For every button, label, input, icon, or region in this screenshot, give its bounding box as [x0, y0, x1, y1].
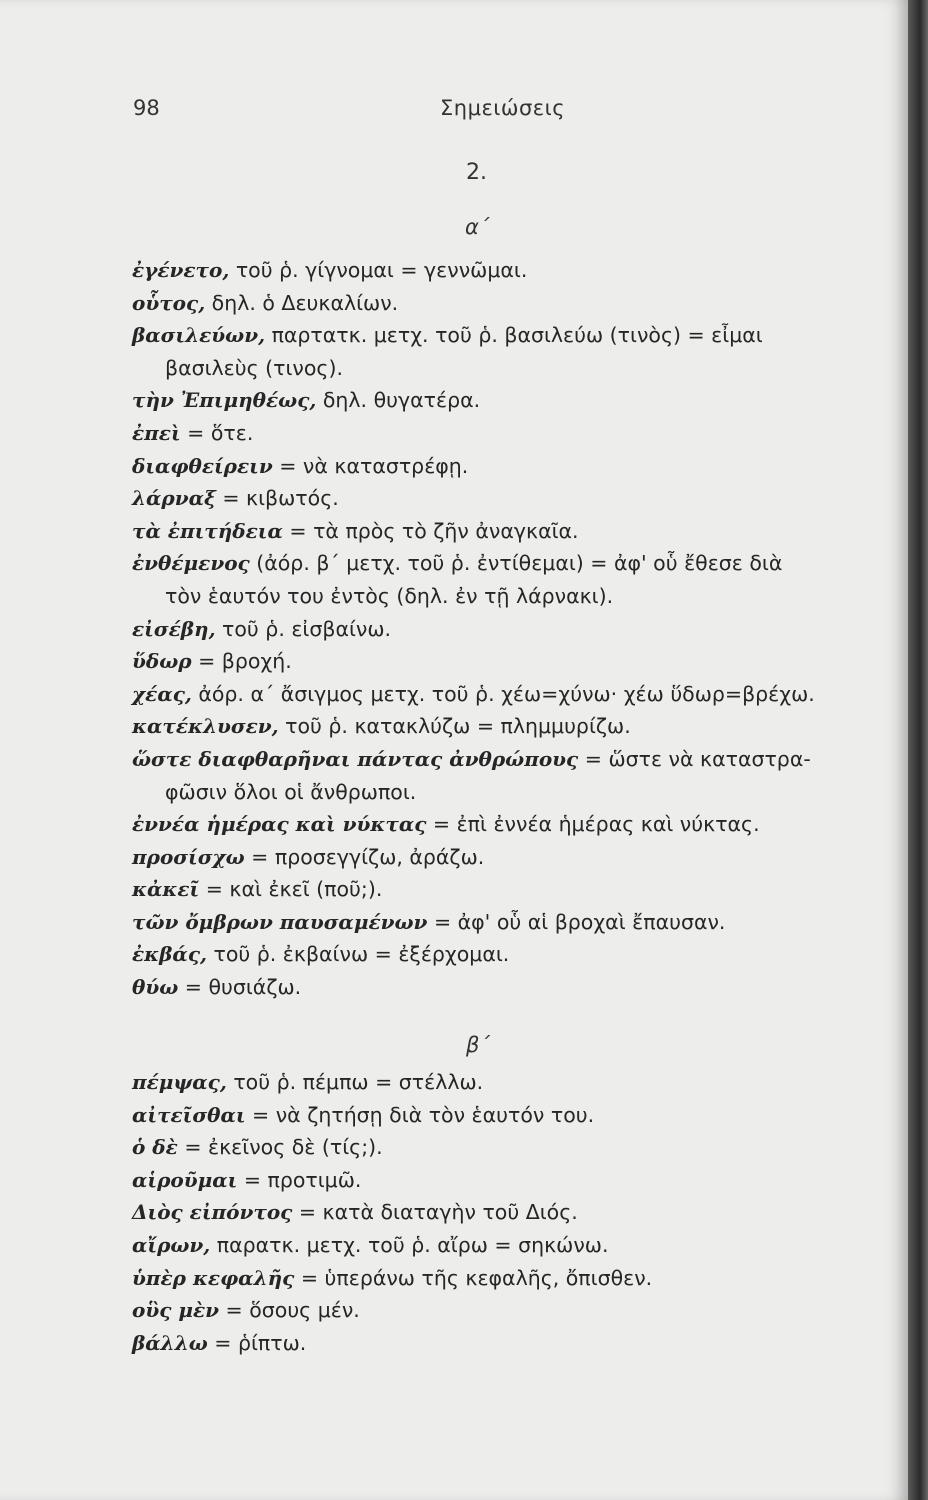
entry-term: τὴν Ἐπιμηθέως,	[132, 388, 317, 413]
glossary-entry	[132, 613, 877, 646]
entry-definition: τοῦ ῥ. ἐκβαίνω = ἐξέρχομαι.	[206, 942, 510, 967]
entry-definition: = ὅτε.	[180, 420, 254, 445]
entry-definition: = θυσιάζω.	[178, 975, 302, 1000]
glossary-entry	[132, 841, 877, 874]
entry-term: χέας,	[132, 681, 192, 706]
entry-definition: = ἐκεῖνος δὲ (τίς;).	[177, 1135, 383, 1160]
glossary-entry	[132, 645, 877, 678]
glossary-entry	[132, 1196, 877, 1229]
entry-definition: = ὥστε νὰ καταστρα-	[578, 746, 811, 771]
entry-definition: παρτατκ. μετχ. τοῦ ῥ. βασιλεύω (τινὸς) = εἶμαι	[265, 323, 763, 348]
entry-definition: = βροχή.	[191, 649, 292, 674]
entry-term: ἐνθέμενος	[132, 551, 250, 576]
entry-term: διαφθείρειν	[132, 453, 273, 478]
entry-definition: τὸν ἑαυτόν του ἐντὸς (δηλ. ἐν τῇ λάρνακι).	[165, 583, 614, 608]
glossary-entry	[132, 710, 877, 743]
entry-definition: = ὑπεράνω τῆς κεφαλῆς, ὄπισθεν.	[294, 1265, 653, 1290]
entry-definition: = καὶ ἐκεῖ (ποῦ;).	[199, 877, 383, 902]
glossary-entry-continuation	[132, 580, 877, 613]
entry-term: τὰ ἐπιτήδεια	[132, 518, 283, 543]
section-number: 2.	[466, 160, 487, 185]
entry-term: ἐγένετο,	[132, 258, 230, 282]
entry-definition: δηλ. ὁ Δευκαλίων.	[205, 290, 399, 315]
entry-definition: φῶσιν ὅλοι οἱ ἄνθρωποι.	[165, 779, 417, 804]
entry-definition: τοῦ ῥ. πέμπω = στέλλω.	[226, 1070, 484, 1094]
entry-definition: = προσεγγίζω, ἀράζω.	[244, 844, 485, 869]
glossary-entry-continuation	[132, 776, 877, 809]
entry-definition: = κιβωτός.	[215, 486, 339, 511]
entry-definition: = ῥίπτω.	[207, 1330, 307, 1355]
entry-term: προσίσχω	[132, 844, 245, 869]
entry-definition: παρατκ. μετχ. τοῦ ῥ. αἴρω = σηκώνω.	[210, 1232, 609, 1257]
entry-definition: τοῦ ῥ. εἰσβαίνω.	[215, 616, 392, 641]
glossary-entry	[132, 1262, 877, 1295]
entry-term: οὗτος,	[132, 290, 206, 315]
entry-term: ἐννέα ἡμέρας καὶ νύκτας	[132, 812, 427, 837]
entry-definition: δηλ. θυγατέρα.	[316, 388, 481, 413]
entry-definition: τοῦ ῥ. κατακλύζω = πλημμυρίζω.	[278, 714, 631, 739]
subsection-beta-heading: β΄	[466, 1033, 490, 1057]
entry-definition: = κατὰ διαταγὴν τοῦ Διός.	[292, 1200, 578, 1225]
entry-term: κατέκλυσεν,	[132, 714, 279, 739]
entry-term: αἱροῦμαι	[132, 1167, 238, 1192]
entry-term: πέμψας,	[132, 1070, 227, 1094]
entry-term: τῶν ὄμβρων παυσαμένων	[132, 909, 428, 934]
glossary-entry	[132, 873, 877, 906]
glossary-entry	[132, 417, 877, 450]
glossary-entry	[132, 808, 877, 841]
entry-term: θύω	[132, 975, 179, 1000]
entry-term: αἰτεῖσθαι	[132, 1102, 246, 1127]
glossary-entry	[132, 906, 877, 939]
glossary-list-beta	[132, 1066, 877, 1359]
glossary-entry	[132, 678, 877, 711]
glossary-entry	[132, 1066, 877, 1099]
glossary-entry	[132, 938, 877, 971]
entry-term: ὥστε διαφθαρῆναι πάντας ἀνθρώπους	[132, 746, 579, 771]
glossary-entry	[132, 384, 877, 417]
glossary-entry	[132, 971, 877, 1004]
glossary-entry	[132, 1294, 877, 1327]
glossary-entry	[132, 287, 877, 320]
entry-definition: = ἀφ' οὗ αἱ βροχαὶ ἔπαυσαν.	[427, 909, 726, 934]
entry-definition: = ὅσους μέν.	[219, 1298, 360, 1323]
glossary-entry	[132, 1229, 877, 1262]
subsection-alpha-heading: α΄	[465, 215, 490, 239]
entry-definition: = ἐπὶ ἐννέα ἡμέρας καὶ νύκτας.	[426, 812, 760, 837]
running-head: Σημειώσεις	[440, 96, 566, 120]
glossary-entry	[132, 254, 877, 287]
entry-term: ὕδωρ	[132, 649, 192, 674]
entry-term: βάλλω	[132, 1330, 208, 1355]
entry-term: λάρναξ	[132, 486, 216, 511]
glossary-list-alpha	[132, 254, 877, 1004]
entry-term: ἐπεὶ	[132, 420, 181, 445]
glossary-entry	[132, 450, 877, 483]
entry-definition: = νὰ ζητήσῃ διὰ τὸν ἑαυτόν του.	[245, 1102, 595, 1127]
entry-term: ὑπὲρ κεφαλῆς	[132, 1265, 295, 1290]
glossary-entry	[132, 547, 877, 580]
page-number: 98	[133, 96, 160, 120]
entry-definition: (ἀόρ. β΄ μετχ. τοῦ ῥ. ἐντίθεμαι) = ἀφ' οὗ ἔθεσε διὰ	[249, 551, 783, 576]
glossary-entry	[132, 1131, 877, 1164]
entry-definition: = νὰ καταστρέφῃ.	[272, 453, 469, 478]
entry-term: ὁ δὲ	[132, 1135, 178, 1160]
entry-term: Διὸς εἰπόντος	[132, 1200, 293, 1225]
entry-term: ἐκβάς,	[132, 942, 207, 967]
entry-term: αἴρων,	[132, 1232, 211, 1257]
entry-definition: βασιλεὺς (τινος).	[165, 355, 343, 380]
entry-definition: = τὰ πρὸς τὸ ζῆν ἀναγκαῖα.	[282, 518, 579, 543]
entry-term: βασιλεύων,	[132, 323, 266, 348]
glossary-entry	[132, 482, 877, 515]
entry-term: κἀκεῖ	[132, 877, 200, 902]
glossary-entry-continuation	[132, 352, 877, 385]
entry-term: οὓς μὲν	[132, 1298, 220, 1323]
glossary-entry	[132, 515, 877, 548]
page-edge	[908, 0, 928, 1500]
entry-definition: ἀόρ. α΄ ἄσιγμος μετχ. τοῦ ῥ. χέω=χύνω· χέω ὕδωρ=βρέχω.	[191, 681, 815, 706]
glossary-entry	[132, 1099, 877, 1132]
glossary-entry	[132, 743, 877, 776]
entry-definition: = προτιμῶ.	[237, 1167, 362, 1192]
glossary-entry	[132, 1164, 877, 1197]
glossary-entry	[132, 319, 877, 352]
glossary-entry	[132, 1327, 877, 1360]
entry-definition: τοῦ ῥ. γίγνομαι = γεννῶμαι.	[229, 258, 528, 282]
entry-term: εἰσέβη,	[132, 616, 216, 641]
